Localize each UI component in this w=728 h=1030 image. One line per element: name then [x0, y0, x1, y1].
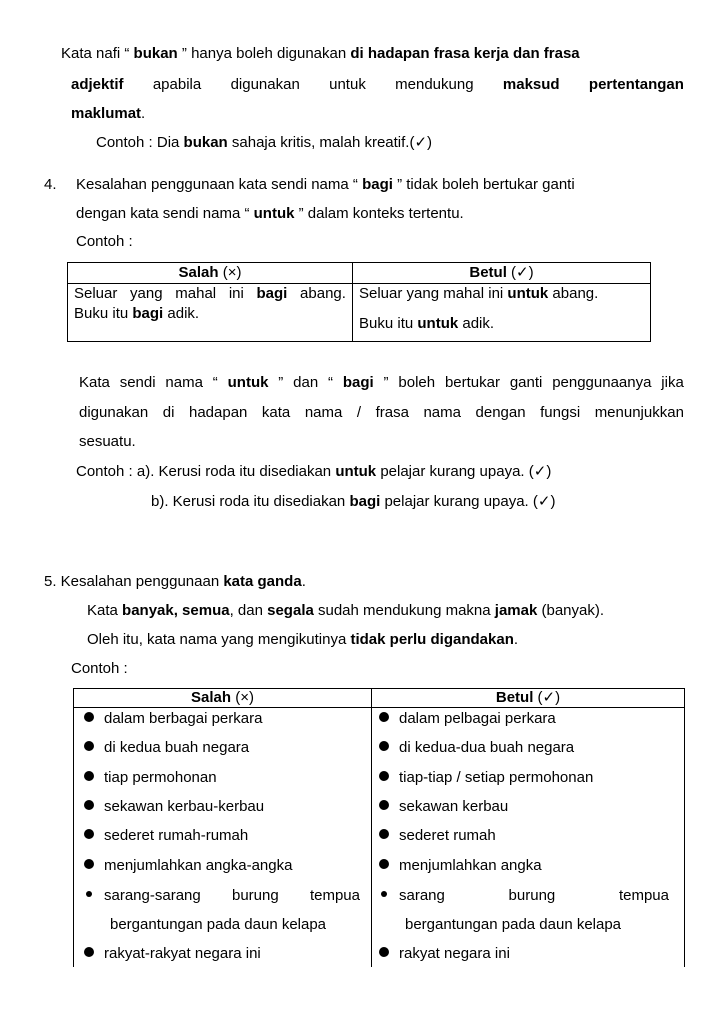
- text-segment: abang.: [300, 285, 346, 302]
- bullet-icon: [379, 947, 389, 957]
- right-list-item: [379, 944, 679, 964]
- text-segment: ”: [278, 374, 284, 391]
- text-segment: abang.: [548, 285, 599, 302]
- text-segment: b). Kerusi roda itu disediakan: [151, 493, 350, 510]
- text-segment: (×): [218, 264, 242, 281]
- bold-text: bagi: [362, 176, 393, 193]
- section-4-note-line-3: sesuatu.: [79, 433, 136, 450]
- wrong-list-item: [84, 856, 370, 876]
- bullet-icon: [84, 829, 94, 839]
- bold-text: untuk: [227, 374, 269, 391]
- bullet-icon: [379, 829, 389, 839]
- text-segment: hadapan: [188, 404, 248, 421]
- section-4-number: 4.: [44, 176, 57, 193]
- bagi-untuk-table: [67, 262, 651, 342]
- wrong-list-item: [84, 944, 370, 964]
- bold-text: Salah: [178, 264, 219, 281]
- wrong-list-item: [84, 826, 370, 846]
- right-list-item: [379, 738, 679, 758]
- text-segment: Contoh : Dia: [96, 134, 184, 151]
- bold-text: untuk: [417, 315, 459, 332]
- text-segment: sudah mendukung makna: [313, 602, 495, 619]
- t5-header-right: [372, 688, 684, 708]
- text-segment: .: [301, 573, 306, 590]
- section-5-contoh: Contoh :: [71, 660, 128, 677]
- text-segment: .: [141, 105, 146, 122]
- text-segment: Buku itu: [74, 305, 133, 322]
- intro-line-3: [71, 104, 145, 124]
- wrong-line-1: [74, 284, 346, 304]
- wrong-list-item: [84, 886, 370, 906]
- text-segment: dengan: [475, 404, 526, 421]
- bold-text: bagi: [132, 305, 164, 322]
- bold-text: untuk: [507, 285, 549, 302]
- bullet-icon: [84, 712, 94, 722]
- text-segment: “: [212, 374, 218, 391]
- text-segment: (✓): [533, 689, 561, 706]
- bold-text: jamak: [494, 602, 538, 619]
- t5-header-wrong: [74, 688, 371, 708]
- table-header-wrong: [68, 263, 353, 284]
- item-text: menjumlahkan angka-angka: [104, 857, 293, 874]
- text-segment: (×): [231, 689, 254, 706]
- word: tempua: [618, 887, 669, 904]
- text-segment: apabila: [152, 76, 202, 93]
- kata-ganda-table: [73, 688, 685, 967]
- text-segment: nama: [423, 404, 461, 421]
- text-segment: sendi: [119, 374, 156, 391]
- text-segment: nama: [165, 374, 203, 391]
- justified-text: [399, 886, 669, 906]
- intro-line-2: [71, 75, 684, 95]
- text-segment: ”: [383, 374, 389, 391]
- section-5-line-3: [87, 630, 518, 650]
- wrong-list-item: [84, 797, 370, 817]
- text-segment: ” dalam konteks tertentu.: [294, 205, 464, 222]
- item-text: sederet rumah-rumah: [104, 827, 249, 844]
- section-4-line-1: [76, 175, 575, 195]
- intro-line-1: [61, 44, 580, 64]
- text-segment: ” tidak boleh bertukar ganti: [392, 176, 575, 193]
- justified-text: [104, 886, 360, 906]
- right-list-item: [379, 886, 679, 906]
- item-text: menjumlahkan angka: [399, 857, 542, 874]
- text-segment: digunakan: [230, 76, 300, 93]
- bold-text: kata ganda: [223, 573, 302, 590]
- text-segment: pelajar kurang upaya. (✓): [380, 493, 556, 510]
- text-segment: ini: [228, 285, 244, 302]
- bold-text: maksud: [502, 76, 560, 93]
- item-text: dalam berbagai perkara: [104, 710, 263, 727]
- bold-text: pertentangan: [588, 76, 684, 93]
- bold-text: bukan: [183, 134, 228, 151]
- text-segment: dengan kata sendi nama “: [76, 205, 254, 222]
- text-segment: yang: [130, 285, 163, 302]
- text-segment: 5. Kesalahan penggunaan: [44, 573, 224, 590]
- word: burung: [231, 887, 279, 904]
- text-segment: ” hanya boleh digunakan: [177, 45, 351, 62]
- word: sarang: [399, 887, 445, 904]
- right-list-item: [379, 826, 679, 846]
- right-list-item: [379, 856, 679, 876]
- text-segment: jika: [661, 374, 684, 391]
- item-text: rakyat negara ini: [399, 945, 510, 962]
- word: sarang-sarang: [104, 887, 201, 904]
- text-segment: .: [513, 631, 519, 648]
- bold-text: bagi: [342, 374, 374, 391]
- text-segment: fungsi: [540, 404, 581, 421]
- right-list-item: [379, 709, 679, 729]
- bold-text: segala: [267, 602, 314, 619]
- text-segment: nama: [304, 404, 343, 421]
- table-cell-wrong: [68, 284, 353, 342]
- text-segment: penggunaanya: [552, 374, 652, 391]
- text-segment: Contoh : a). Kerusi roda itu disediakan: [76, 463, 336, 480]
- wrong-list-item: [84, 915, 370, 935]
- bullet-icon: [84, 771, 94, 781]
- wrong-list-item: [84, 738, 370, 758]
- text-segment: pelajar kurang upaya. (✓): [376, 463, 552, 480]
- right-line-2: [359, 314, 644, 334]
- item-text: rakyat-rakyat negara ini: [104, 945, 261, 962]
- intro-example: [96, 133, 432, 153]
- right-line-1: [359, 284, 644, 304]
- item-text: dalam pelbagai perkara: [399, 710, 556, 727]
- text-segment: Seluar: [74, 285, 118, 302]
- right-list-item: [379, 768, 679, 788]
- item-text: sekawan kerbau: [399, 798, 509, 815]
- text-segment: , dan: [229, 602, 268, 619]
- text-segment: Kata: [79, 374, 110, 391]
- bullet-icon: [379, 712, 389, 722]
- item-text: tiap-tiap / setiap permohonan: [399, 769, 594, 786]
- bullet-icon: [84, 947, 94, 957]
- bold-text: Betul: [495, 689, 534, 706]
- text-segment: /: [356, 404, 362, 421]
- item-text: sekawan kerbau-kerbau: [104, 798, 265, 815]
- text-segment: adik.: [458, 315, 495, 332]
- item-text: di kedua buah negara: [104, 739, 250, 756]
- section-4-note-line-1: [79, 373, 684, 393]
- section-5-line-2: [87, 601, 604, 621]
- section-4-contoh: Contoh :: [76, 233, 133, 250]
- word: burung: [508, 887, 556, 904]
- text-segment: digunakan: [79, 404, 149, 421]
- text-segment: di: [162, 404, 175, 421]
- text-segment: Kesalahan penggunaan kata sendi nama “: [76, 176, 363, 193]
- bullet-icon: [379, 859, 389, 869]
- section-4-note-line-2: [79, 403, 684, 423]
- bullet-icon: [379, 800, 389, 810]
- bold-text: bukan: [133, 45, 178, 62]
- text-segment: bertukar: [444, 374, 500, 391]
- section-4-example-b: [151, 492, 555, 512]
- bullet-icon: [379, 771, 389, 781]
- word: tempua: [309, 887, 360, 904]
- text-segment: (✓): [506, 264, 534, 281]
- text-segment: untuk: [329, 76, 366, 93]
- text-segment: kata: [261, 404, 291, 421]
- text-segment: adik.: [163, 305, 200, 322]
- table-column-divider: [371, 689, 372, 967]
- text-segment: dan: [293, 374, 319, 391]
- wrong-line-2: [74, 304, 346, 324]
- section-4-example-a: [76, 462, 551, 482]
- text-segment: Oleh itu, kata nama yang mengikutinya: [87, 631, 351, 648]
- bold-text: bagi: [256, 285, 288, 302]
- bold-text: untuk: [335, 463, 377, 480]
- bullet-icon: [84, 741, 94, 751]
- table-header-right: [353, 263, 651, 284]
- text-segment: boleh: [398, 374, 436, 391]
- bullet-icon: [86, 891, 92, 897]
- text-segment: Kata: [87, 602, 123, 619]
- bullet-icon: [379, 741, 389, 751]
- text-segment: Buku itu: [359, 315, 418, 332]
- wrong-list-item: [84, 768, 370, 788]
- bullet-icon: [84, 859, 94, 869]
- right-list-item: [379, 797, 679, 817]
- item-text: di kedua-dua buah negara: [399, 739, 575, 756]
- text-segment: “: [328, 374, 334, 391]
- item-text: sederet rumah: [399, 827, 496, 844]
- text-segment: mahal: [175, 285, 217, 302]
- bullet-icon: [84, 800, 94, 810]
- section-4-line-2: [76, 204, 464, 224]
- right-list-item: [379, 915, 679, 935]
- bold-text: adjektif: [71, 76, 124, 93]
- bold-text: bagi: [349, 493, 381, 510]
- text-segment: frasa: [375, 404, 409, 421]
- text-segment: Kata nafi “: [61, 45, 134, 62]
- item-text: tiap permohonan: [104, 769, 217, 786]
- text-segment: Seluar yang mahal ini: [359, 285, 508, 302]
- bold-text: di hadapan frasa kerja dan frasa: [350, 45, 580, 62]
- item-text: bergantungan pada daun kelapa: [405, 916, 622, 933]
- item-text: bergantungan pada daun kelapa: [110, 916, 327, 933]
- wrong-list-item: [84, 709, 370, 729]
- table-cell-right: [353, 284, 651, 342]
- text-segment: sahaja kritis, malah kreatif.(✓): [227, 134, 433, 151]
- text-segment: mendukung: [395, 76, 474, 93]
- bullet-icon: [381, 891, 387, 897]
- bold-text: Salah: [191, 689, 232, 706]
- bold-text: Betul: [469, 264, 507, 281]
- bold-text: maklumat: [71, 105, 142, 122]
- bold-text: tidak perlu digandakan: [350, 631, 514, 648]
- section-5-line-1: [44, 572, 306, 592]
- text-segment: ganti: [509, 374, 543, 391]
- bold-text: untuk: [253, 205, 295, 222]
- bold-text: banyak, semua: [122, 602, 230, 619]
- text-segment: menunjukkan: [594, 404, 684, 421]
- text-segment: (banyak).: [537, 602, 605, 619]
